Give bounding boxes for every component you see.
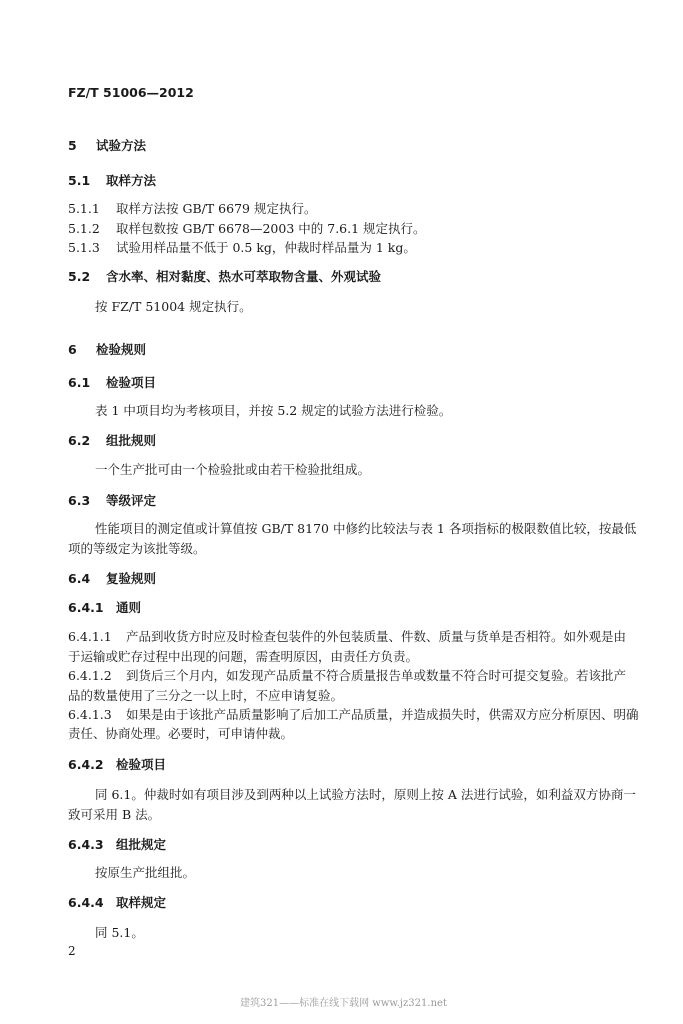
standard-code: FZ/T 51006—2012 xyxy=(68,85,194,100)
section-5-2-heading: 5.2 含水率、相对黏度、热水可萃取物含量、外观试验 xyxy=(68,269,382,284)
clause-6-4-1-3-line1: 6.4.1.3 如果是由于该批产品质量影响了后加工产品质量，并造成损失时，供需双方应分析原因、明确 xyxy=(68,707,639,722)
section-6-4-4-heading: 6.4.4 取样规定 xyxy=(68,895,167,910)
section-6-3-text-line2: 项的等级定为该批等级。 xyxy=(68,541,206,556)
section-6-4-4-text: 同 5.1。 xyxy=(95,925,144,940)
clause-6-4-1-1-line2: 于运输或贮存过程中出现的问题，需查明原因，由责任方负责。 xyxy=(68,649,419,664)
section-6-1-text: 表 1 中项目均为考核项目，并按 5.2 规定的试验方法进行检验。 xyxy=(95,403,452,418)
clause-6-4-1-2-line2: 品的数量使用了三分之一以上时，不应申请复验。 xyxy=(68,688,344,703)
section-6-2-text: 一个生产批可由一个检验批或由若干检验批组成。 xyxy=(95,462,371,477)
section-6-4-3-text: 按原生产批组批。 xyxy=(95,865,196,880)
clause-6-4-1-3-line2: 责任、协商处理。必要时，可申请仲裁。 xyxy=(68,726,294,741)
footer-watermark: 建筑321——标准在线下载网 www.jz321.net xyxy=(240,998,447,1009)
section-5-heading: 5 试验方法 xyxy=(68,138,147,153)
section-5-2-text: 按 FZ/T 51004 规定执行。 xyxy=(95,299,252,314)
section-6-4-3-heading: 6.4.3 组批规定 xyxy=(68,837,167,852)
section-6-4-heading: 6.4 复验规则 xyxy=(68,571,157,586)
section-6-4-1-heading: 6.4.1 通则 xyxy=(68,600,142,615)
clause-5-1-1: 5.1.1 取样方法按 GB/T 6679 规定执行。 xyxy=(68,201,317,216)
section-6-2-heading: 6.2 组批规则 xyxy=(68,433,157,448)
section-6-3-text-line1: 性能项目的测定值或计算值按 GB/T 8170 中修约比较法与表 1 各项指标的极限数值比较，按最低 xyxy=(95,521,637,536)
section-6-4-2-text-line2: 致可采用 B 法。 xyxy=(68,807,161,822)
clause-5-1-3: 5.1.3 试验用样品量不低于 0.5 kg，仲裁时样品量为 1 kg。 xyxy=(68,240,416,255)
section-6-3-heading: 6.3 等级评定 xyxy=(68,493,157,508)
section-6-4-2-text-line1: 同 6.1。仲裁时如有项目涉及到两种以上试验方法时，原则上按 A 法进行试验，如利益双方协商一 xyxy=(95,787,636,802)
section-6-heading: 6 检验规则 xyxy=(68,342,147,357)
section-6-4-2-heading: 6.4.2 检验项目 xyxy=(68,757,167,772)
clause-6-4-1-1-line1: 6.4.1.1 产品到收货方时应及时检查包装件的外包装质量、件数、质量与货单是否相符。如外观是由 xyxy=(68,629,627,644)
section-6-1-heading: 6.1 检验项目 xyxy=(68,375,157,390)
clause-6-4-1-2-line1: 6.4.1.2 到货后三个月内，如发现产品质量不符合质量报告单或数量不符合时可提交复验。若该批产 xyxy=(68,668,627,683)
clause-5-1-2: 5.1.2 取样包数按 GB/T 6678—2003 中的 7.6.1 规定执行。 xyxy=(68,221,426,236)
section-5-1-heading: 5.1 取样方法 xyxy=(68,173,157,188)
page-number: 2 xyxy=(68,944,76,958)
